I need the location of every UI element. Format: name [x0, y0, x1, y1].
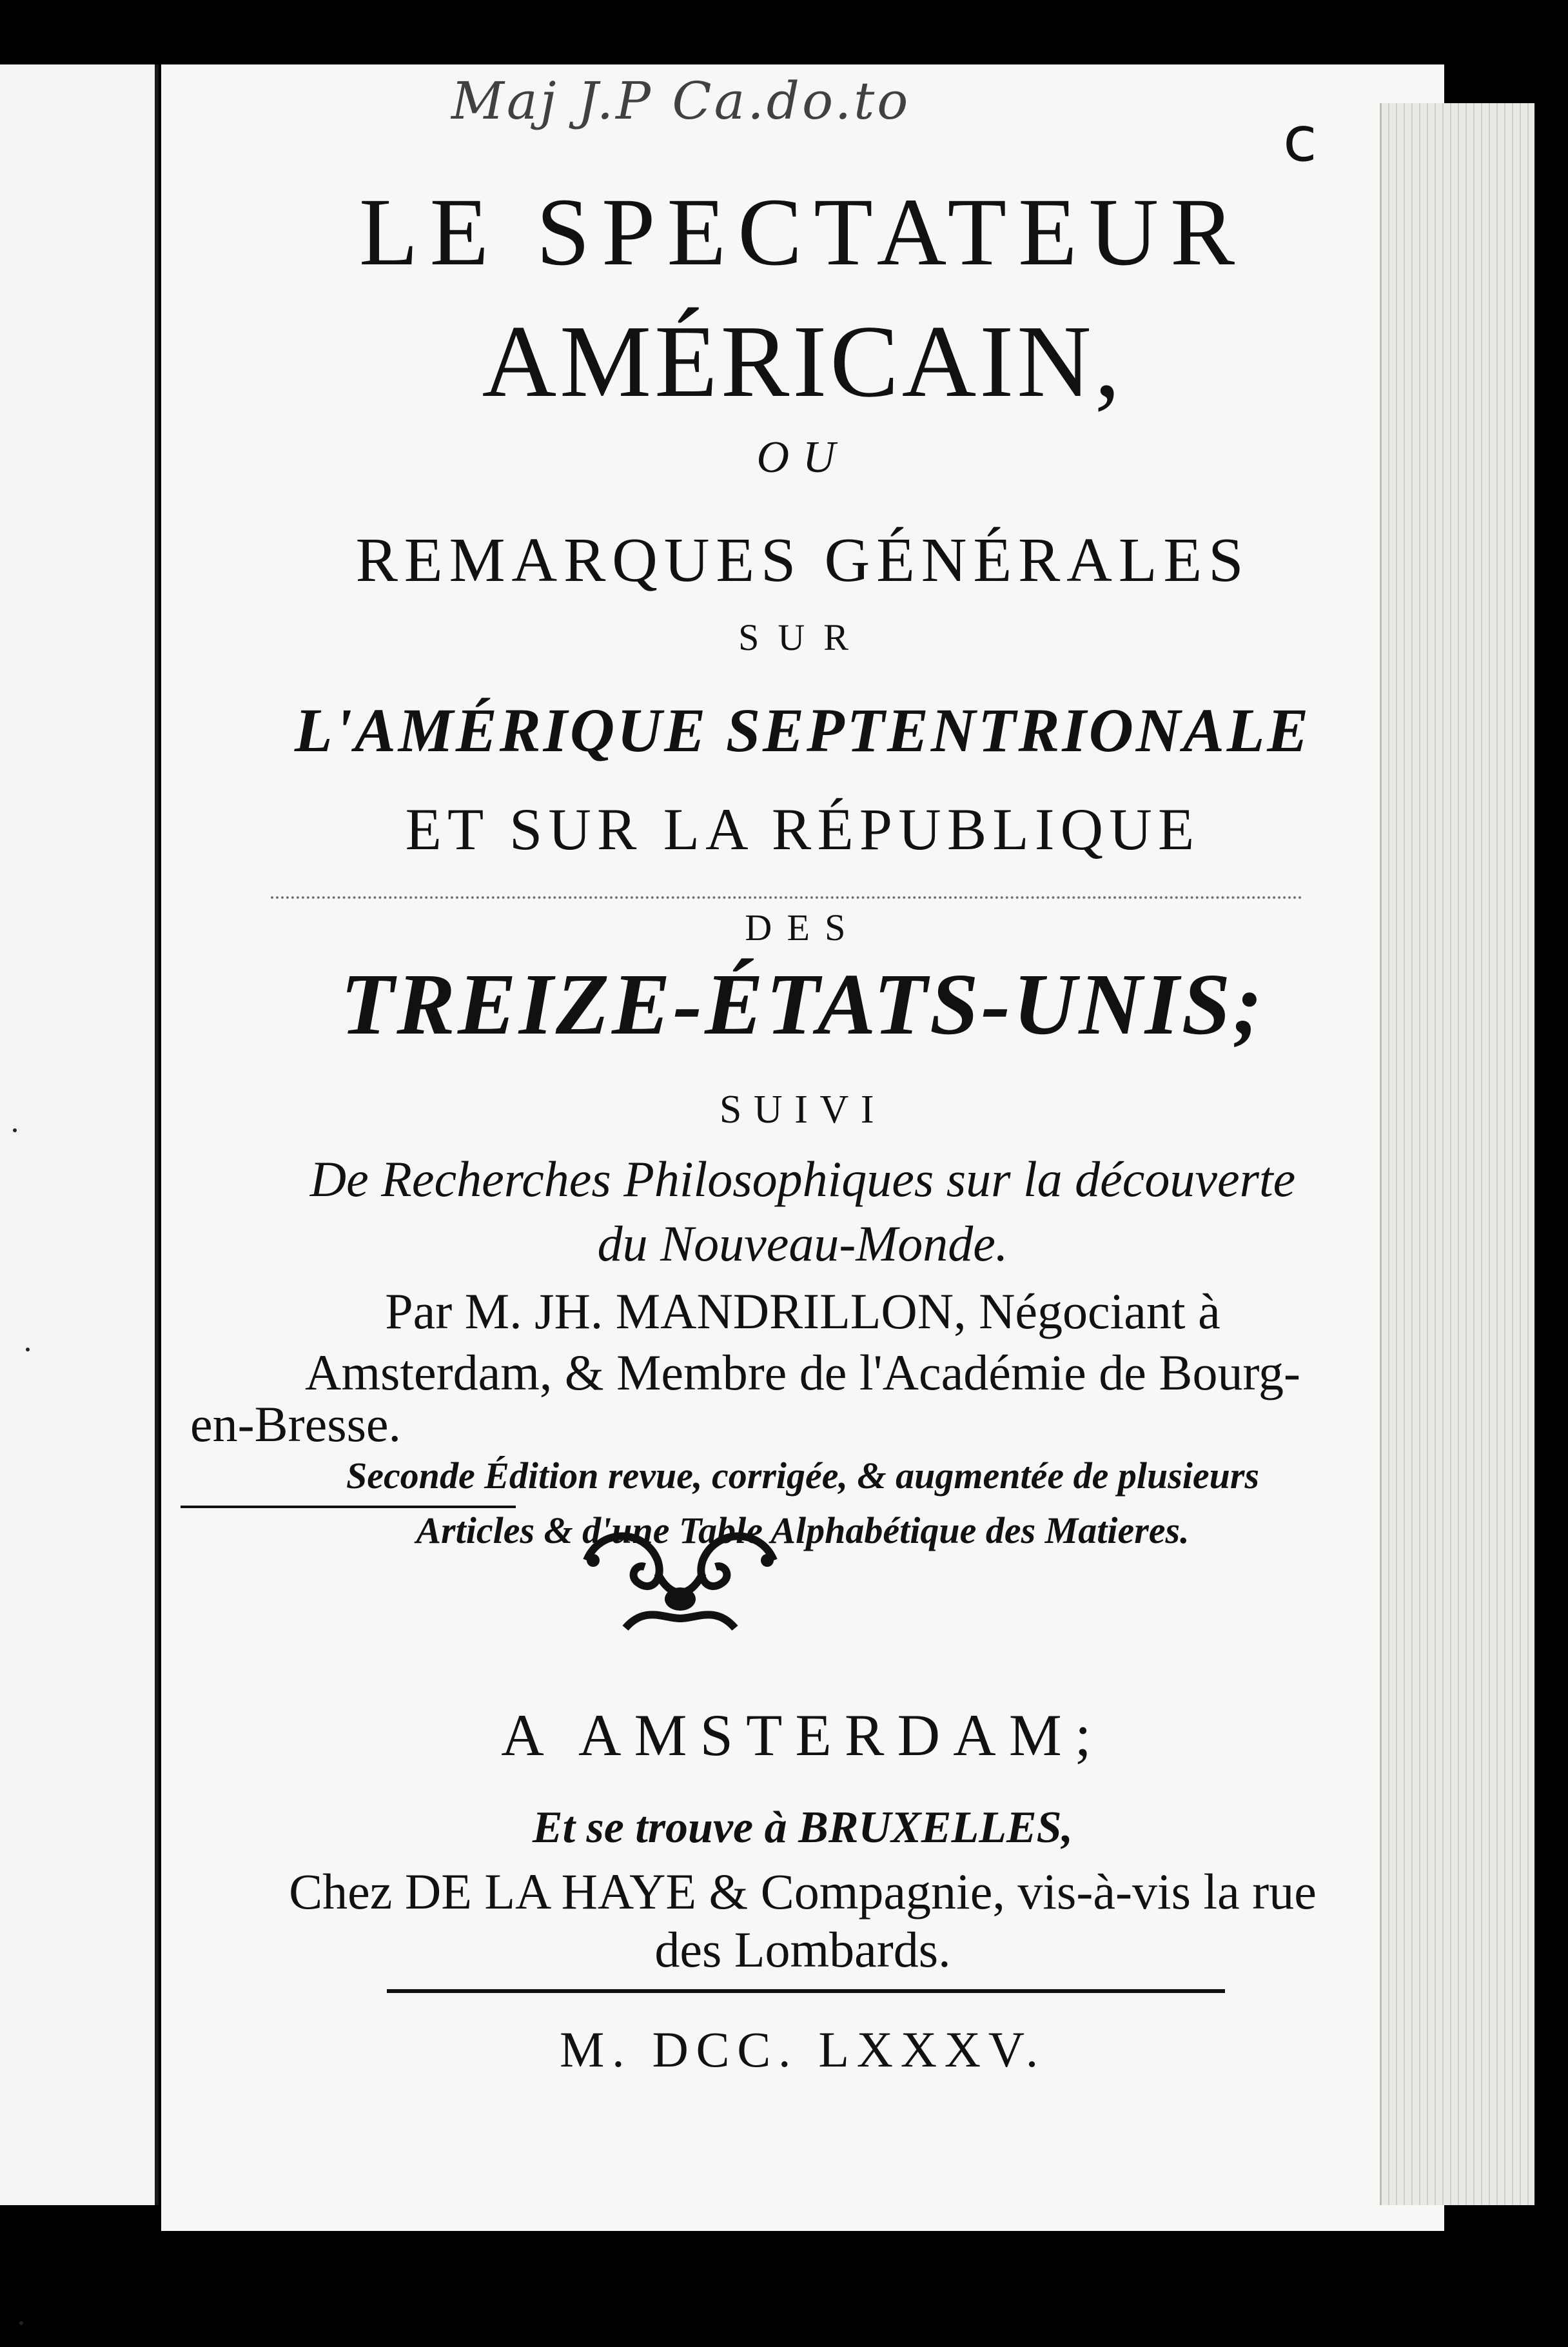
title-line-3: REMARQUES GÉNÉRALES [355, 525, 1250, 595]
title-line-7: De Recherches Philosophiques sur la découverte [309, 1151, 1296, 1207]
author-line-1: Par M. JH. MANDRILLON, Négociant à [385, 1283, 1220, 1339]
imprint-city: A AMSTERDAM; [501, 1702, 1104, 1768]
imprint-line-3: des Lombards. [654, 1921, 951, 1978]
author-line-3: en-Bresse. [190, 1396, 402, 1452]
imprint-line-1: Et se trouve à BRUXELLES, [532, 1803, 1073, 1852]
edition-rule [181, 1506, 516, 1508]
title-suivi: SUIVI [719, 1088, 887, 1132]
imprint-rule [387, 1989, 1225, 1993]
dotted-rule [271, 896, 1302, 899]
handwritten-note: Maj J.P Ca.do.to [451, 71, 911, 131]
page-stack-shadow [1534, 103, 1568, 2205]
title-line-2: AMÉRICAIN, [482, 304, 1124, 418]
edition-line-2: Articles & d'une Table Alphabétique des Matieres. [416, 1509, 1190, 1551]
title-line-4: L'AMÉRIQUE SEPTENTRIONALE [294, 696, 1311, 765]
edition-line-1: Seconde Édition revue, corrigée, & augmentée de plusieurs [346, 1455, 1260, 1497]
corner-mark: c [1283, 103, 1317, 175]
title-sur: SUR [738, 616, 867, 658]
author-line-2: Amsterdam, & Membre de l'Académie de Bourg- [304, 1344, 1300, 1400]
title-page-text [161, 64, 1444, 2231]
title-line-1: LE SPECTATEUR [358, 179, 1247, 286]
imprint-line-2: Chez DE LA HAYE & Compagnie, vis-à-vis la rue [289, 1863, 1317, 1920]
title-line-6: TREIZE-ÉTATS-UNIS; [340, 956, 1265, 1053]
previous-page-edge [0, 64, 159, 2205]
fleuron-icon [574, 1522, 787, 1644]
title-line-5: ET SUR LA RÉPUBLIQUE [405, 796, 1200, 862]
imprint-date: M. DCC. LXXXV. [560, 2021, 1046, 2077]
title-line-8: du Nouveau-Monde. [597, 1215, 1008, 1272]
title-ou: OU [756, 433, 849, 482]
title-des: DES [745, 907, 861, 948]
